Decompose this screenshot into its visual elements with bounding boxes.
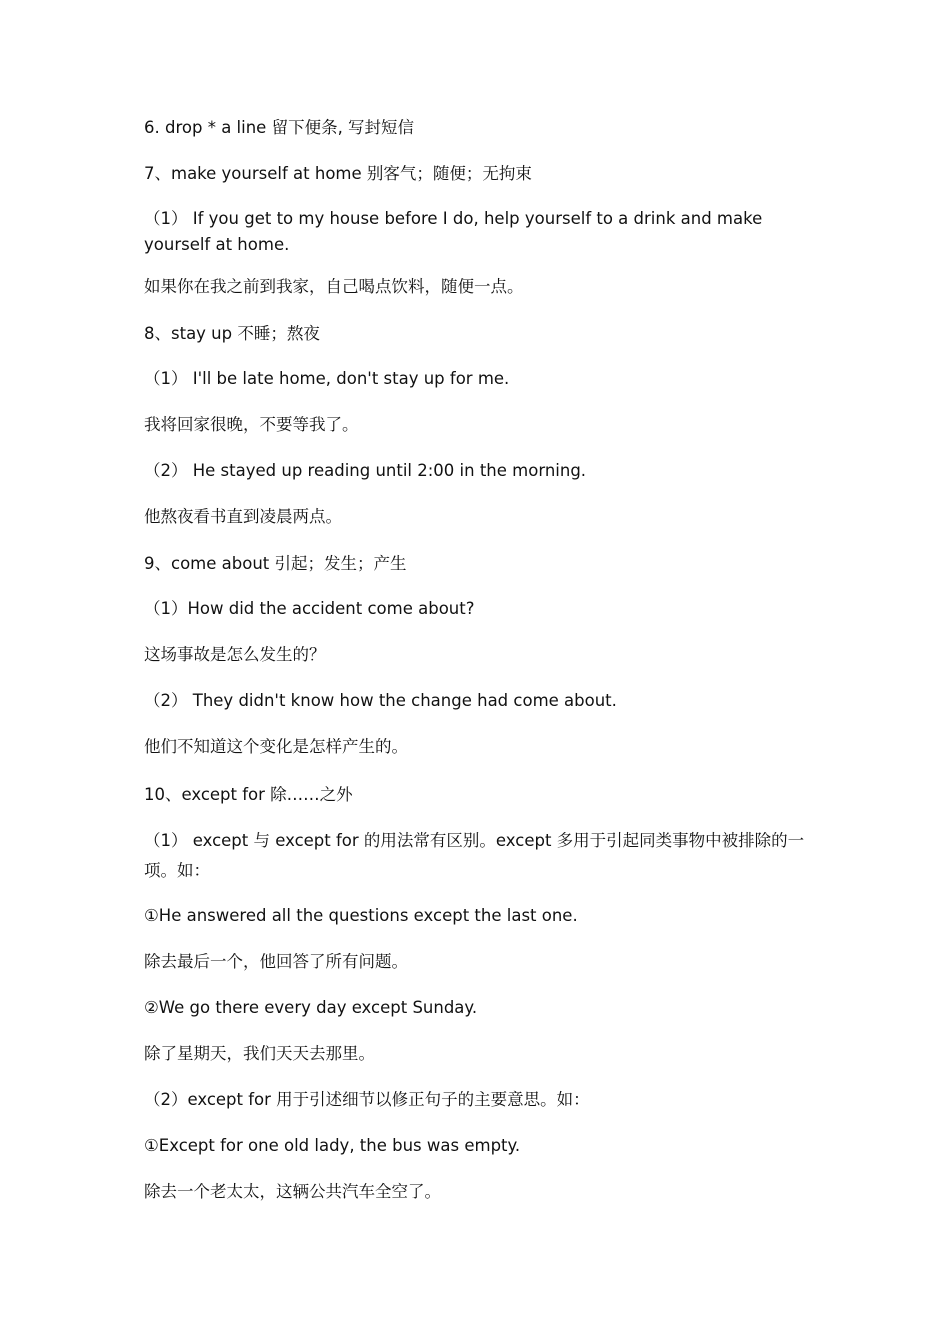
item-10-example-1-zh: 除去最后一个，他回答了所有问题。 bbox=[144, 952, 408, 971]
item-10-example-3-en: ①Except for one old lady, the bus was empty. bbox=[144, 1136, 521, 1155]
item-10-note-1: （1） except 与 except for 的用法常有区别。except 多用于引起同类事物中被排除的一项。如： bbox=[144, 831, 805, 880]
item-10-example-2-zh: 除了星期天，我们天天去那里。 bbox=[144, 1044, 375, 1063]
item-7-heading: 7、make yourself at home 别客气；随便；无拘束 bbox=[144, 164, 532, 183]
item-10-example-2-en: ②We go there every day except Sunday. bbox=[144, 998, 478, 1017]
item-9-example-1-zh: 这场事故是怎么发生的？ bbox=[144, 645, 326, 664]
item-7-example-1-en: （1） If you get to my house before I do, help yourself to a drink and make yourself at home. bbox=[144, 209, 763, 254]
item-10-example-3-zh: 除去一个老太太，这辆公共汽车全空了。 bbox=[144, 1182, 441, 1201]
item-8-heading: 8、stay up 不睡；熬夜 bbox=[144, 324, 320, 343]
item-8-example-1-en: （1） I'll be late home, don't stay up for me. bbox=[144, 369, 510, 388]
item-9-example-1-en: （1）How did the accident come about? bbox=[144, 599, 475, 618]
item-9-example-2-en: （2） They didn't know how the change had come about. bbox=[144, 691, 617, 710]
item-10-heading: 10、except for 除……之外 bbox=[144, 785, 353, 804]
item-7-example-1-zh: 如果你在我之前到我家，自己喝点饮料，随便一点。 bbox=[144, 277, 524, 296]
item-9-heading: 9、come about 引起；发生；产生 bbox=[144, 554, 407, 573]
item-10-example-1-en: ①He answered all the questions except the last one. bbox=[144, 906, 578, 925]
item-6-heading: 6. drop * a line 留下便条, 写封短信 bbox=[144, 118, 415, 137]
item-10-note-2: （2）except for 用于引述细节以修正句子的主要意思。如： bbox=[144, 1090, 590, 1109]
item-8-example-2-en: （2） He stayed up reading until 2:00 in the morning. bbox=[144, 461, 587, 480]
item-9-example-2-zh: 他们不知道这个变化是怎样产生的。 bbox=[144, 737, 408, 756]
item-8-example-1-zh: 我将回家很晚，不要等我了。 bbox=[144, 415, 359, 434]
item-8-example-2-zh: 他熬夜看书直到凌晨两点。 bbox=[144, 507, 342, 526]
